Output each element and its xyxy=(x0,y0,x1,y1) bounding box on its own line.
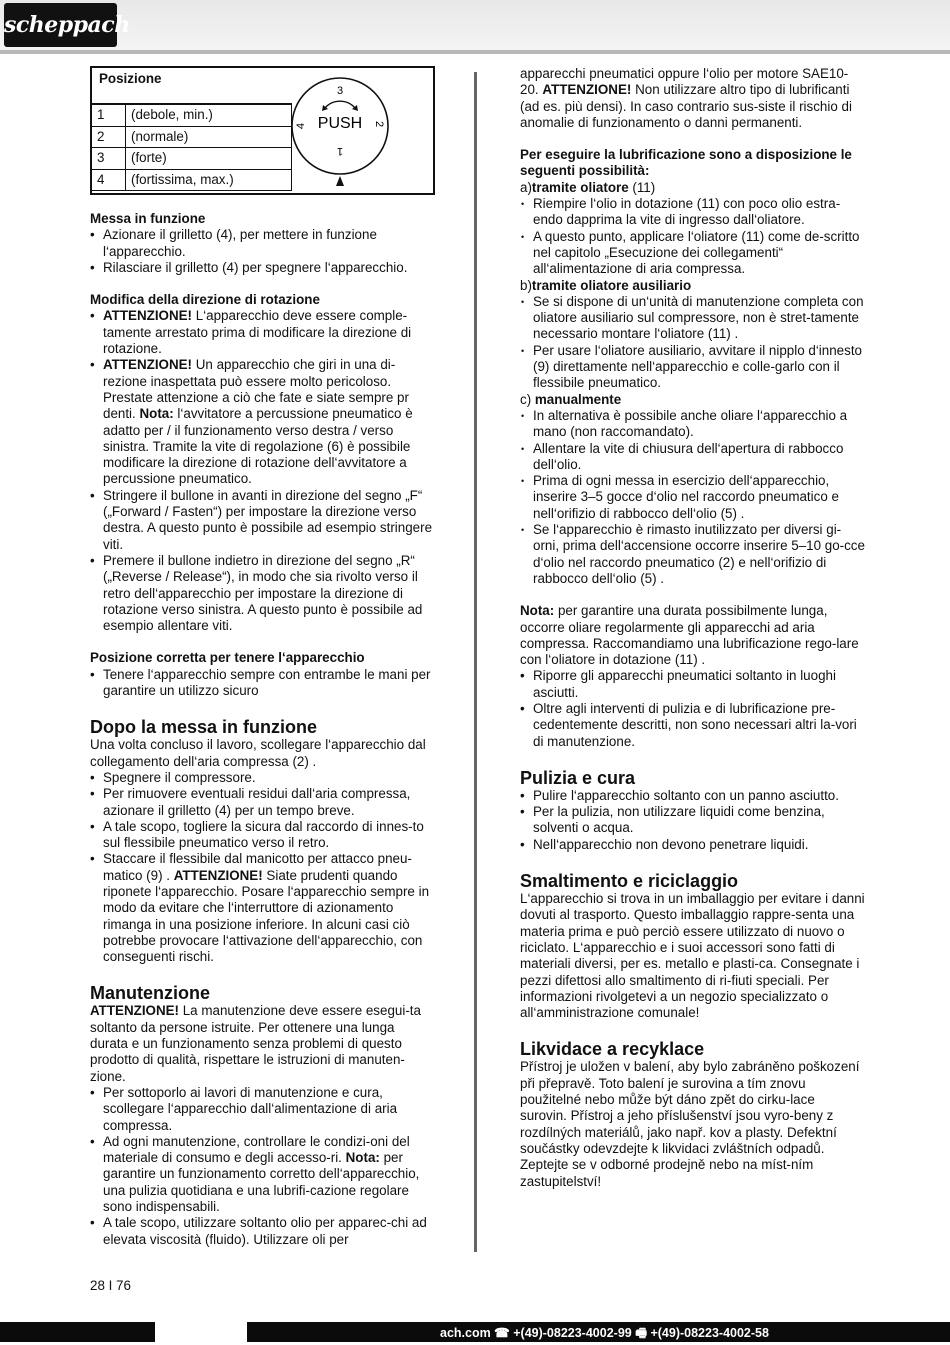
list-item: • Staccare il flessibile dal manicotto per attacco pneu-matico (9) . ATTENZIONE! Siate prudenti quando riponete l‘apparecchio. Posare l‘apparecchio sempre in modo da evitare che l‘interruttore di azionamento rimanga in una posizione inferiore. In alcuni casi ciò potrebbe provocare l‘attivazione dell‘apparecchio, con conseguenti rischi. xyxy=(90,851,435,965)
list-item: • Stringere il bullone in avanti in direzione del segno „F“ („Forward / Fasten“) per impostare la direzione verso destra. A questo punto è possibile ad esempio stringere viti. xyxy=(90,488,435,553)
svg-text:2: 2 xyxy=(373,120,385,128)
list-item: • Rilasciare il grilletto (4) per spegnere l‘apparecchio. xyxy=(90,260,435,276)
paragraph: L‘apparecchio si trova in un imballaggio per evitare i danni dovuti al trasporto. Questo imballaggio rappre-senta una materia prima e può perciò essere utilizzato di nuovo o riciclato. L‘apparecchio e i suoi accessori sono fatti di materiali diversi, per es. metallo e plasti-ca. Consegnate i pezzi difettosi allo smaltimento di ri-fiuti speciali. Per informazioni rivolgetevi a un negozio specializzato o all‘amministrazione comunale! xyxy=(520,891,865,1021)
list-item: • Per usare l‘oliatore ausiliario, avvitare il nipplo d‘innesto (9) direttamente nell‘apparecchio e colle-garlo con il flessibile pneumatico. xyxy=(520,343,865,392)
list-item: • Riempire l‘olio in dotazione (11) con poco olio estra-endo dapprima la vite di ingresso dall‘oliatore. xyxy=(520,196,865,229)
list-item: • A tale scopo, togliere la sicura dal raccordo di innes-to sul flessibile pneumatico verso il retro. xyxy=(90,819,435,852)
header-bar xyxy=(0,0,950,54)
list-item: • Ad ogni manutenzione, controllare le condizi-oni del materiale di consumo e degli accesso-ri. Nota: per garantire un funzionamento corretto dell‘apparecchio, una pulizia quotidiana e una lubrifi-cazione regolare sono indispensabili. xyxy=(90,1134,435,1215)
list-item: • Nell‘apparecchio non devono penetrare liquidi. xyxy=(520,837,865,853)
left-column xyxy=(90,66,435,1248)
push-dial-diagram xyxy=(290,76,390,188)
list-item: • Per rimuovere eventuali residui dall‘aria compressa, azionare il grilletto (4) per un tempo breve. xyxy=(90,786,435,819)
section-title: Smaltimento e riciclaggio xyxy=(520,871,739,892)
list-item: • Se l‘apparecchio è rimasto inutilizzato per diversi gi-orni, prima dell‘accensione occorre inserire 5–10 go-cce d‘olio nel raccordo pneumatico (2) e nell‘orifizio di rabbocco dell‘olio (5) . xyxy=(520,522,865,587)
list-item: • In alternativa è possibile anche oliare l‘apparecchio a mano (non raccomandato). xyxy=(520,408,865,441)
paragraph: Nota: per garantire una durata possibilmente lunga, occorre oliare regolarmente gli apparecchi ad aria compressa. Raccomandiamo una lubrificazione rego-lare con l‘oliatore in dotazione (11) . xyxy=(520,603,859,668)
paragraph: Una volta concluso il lavoro, scollegare l‘apparecchio dal collegamento dell‘aria compressa (2) . xyxy=(90,737,426,769)
list-item: • Se si dispone di un‘unità di manutenzione completa con oliatore ausiliario sul compressore, non è stret-tamente necessario montare l‘oliatore (11) . xyxy=(520,294,865,343)
svg-text:1: 1 xyxy=(336,145,344,157)
paragraph: ATTENZIONE! La manutenzione deve essere esegui-ta soltanto da persone istruite. Per ottenere una lunga durata e un funzionamento senza problemi di questo prodotto di qualità, rispettare le istruzioni di manuten-zione. xyxy=(90,1003,421,1084)
list-item: • Allentare la vite di chiusura dell‘apertura di rabbocco dell‘olio. xyxy=(520,441,865,474)
table-row: 4 (fortissima, max.) xyxy=(92,169,292,191)
paragraph: Přístroj je uložen v balení, aby bylo zabráněno poškození při přepravě. Toto balení je surovina a tím znovu použitelné nebo může být dáno zpět do cirku-lace surovin. Přístroj a jeho příslušenství jsou vyro-beny z rozdílných materiálů, jako např. kov a plasty. Defektní součástky odevzdejte k likvidaci zvláštních odpadů. Zeptejte se v odborné prodejně nebo na míst-ním zastupitelství! xyxy=(520,1059,860,1189)
svg-text:4: 4 xyxy=(295,122,307,130)
section-title: Pulizia e cura xyxy=(520,767,636,788)
page-number: 28 I 76 xyxy=(90,1278,131,1293)
list-item: • ATTENZIONE! Un apparecchio che giri in una di-rezione inaspettata può essere molto pericoloso. Prestate attenzione a ciò che fate e siate sempre pr denti. Nota: l‘avvitatore a percussione pneumatico è adatto per / il funzionamento verso destra / verso sinistra. Tramite la vite di regolazione (6) è possibile modificare la direzione di rotazione dell‘avvitatore a percussione pneumatico. xyxy=(90,357,435,487)
section-heading: Posizione corretta per tenere l‘apparecchio xyxy=(90,650,365,666)
table-row: 3 (forte) xyxy=(92,148,292,170)
list-item: • Oltre agli interventi di pulizia e di lubrificazione pre-cedentemente descritti, non sono necessari altri la-vori di manutenzione. xyxy=(520,701,865,750)
list-heading: c) manualmente xyxy=(520,391,622,407)
section-heading: Messa in funzione xyxy=(90,211,206,226)
position-table xyxy=(92,103,292,191)
list-item: • Pulire l‘apparecchio soltanto con un panno asciutto. xyxy=(520,788,865,804)
brand-logo: scheppach xyxy=(4,3,117,47)
table-row: 2 (normale) xyxy=(92,126,292,148)
footer-contact: ach.com ☎ +(49)-08223-4002-99 🖷 +(49)-08223-4002-58 xyxy=(440,1326,769,1340)
position-table-box xyxy=(90,66,435,195)
push-label: PUSH xyxy=(317,115,363,132)
section-title: Likvidace a recyklace xyxy=(520,1039,705,1060)
list-heading: b)tramite oliatore ausiliario xyxy=(520,277,692,293)
list-item: • A tale scopo, utilizzare soltanto olio per apparec-chi ad elevata viscosità (fluido). Utilizzare oli per xyxy=(90,1215,435,1248)
section-heading: Per eseguire la lubrificazione sono a disposizione le seguenti possibilità: xyxy=(520,147,852,179)
list-item: • Premere il bullone indietro in direzione del segno „R“ („Reverse / Release“), in modo che sia rivolto verso il retro dell‘apparecchio per impostare la direzione di rotazione verso sinistra. A questo punto è possibile ad esempio allentare viti. xyxy=(90,553,435,634)
list-item: • Prima di ogni messa in esercizio dell‘apparecchio, inserire 3–5 gocce d‘olio nel raccordo pneumatico e nell‘orifizio di rabbocco dell‘olio (5) . xyxy=(520,473,865,522)
section-title: Manutenzione xyxy=(90,983,210,1004)
section-heading: Modifica della direzione di rotazione xyxy=(90,292,320,308)
position-table-title: Posizione xyxy=(99,71,162,86)
list-item: • A questo punto, applicare l‘oliatore (11) come de-scritto nel capitolo „Esecuzione dei collegamenti“ all‘alimentazione di aria compressa. xyxy=(520,229,865,278)
list-item: • Per sottoporlo ai lavori di manutenzione e cura, scollegare l‘apparecchio dall‘alimentazione di aria compressa. xyxy=(90,1085,435,1134)
list-item: • Riporre gli apparecchi pneumatici soltanto in luoghi asciutti. xyxy=(520,668,865,701)
right-column xyxy=(520,66,865,1190)
list-item: • Azionare il grilletto (4), per mettere in funzione l‘apparecchio. xyxy=(90,227,435,260)
list-heading: a)tramite oliatore (11) xyxy=(520,179,656,195)
footer-bar xyxy=(0,1322,950,1342)
list-item: • Per la pulizia, non utilizzare liquidi come benzina, solventi o acqua. xyxy=(520,804,865,837)
list-item: • Spegnere il compressore. xyxy=(90,770,435,786)
paragraph: apparecchi pneumatici oppure l‘olio per motore SAE10-20. ATTENZIONE! Non utilizzare altro tipo di lubrificanti (ad es. più densi). In caso contrario sus-siste il rischio di anomalie di funzionamento o danni permanenti. xyxy=(520,66,852,130)
list-item: • ATTENZIONE! L‘apparecchio deve essere comple-tamente arrestato prima di modificare la direzione di rotazione. xyxy=(90,308,435,357)
column-separator xyxy=(474,72,477,1252)
list-item: • Tenere l‘apparecchio sempre con entrambe le mani per garantire un utilizzo sicuro xyxy=(90,667,435,700)
table-row: 1 (debole, min.) xyxy=(92,104,292,126)
svg-text:3: 3 xyxy=(336,85,344,97)
pointer-triangle-icon xyxy=(336,176,344,186)
section-title: Dopo la messa in funzione xyxy=(90,717,318,738)
